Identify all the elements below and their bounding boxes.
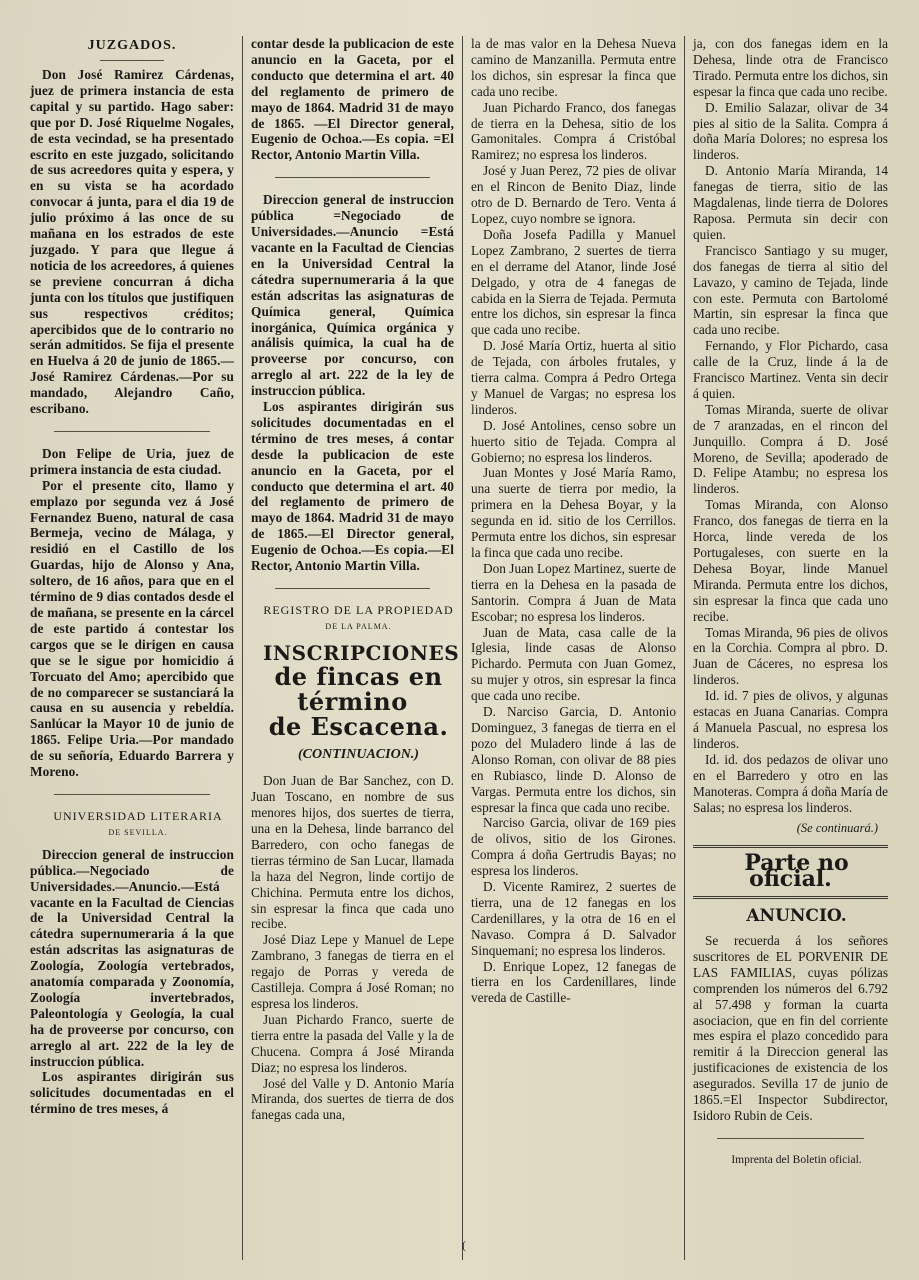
page-mark: ( xyxy=(462,1238,466,1252)
registry-entry: Juan Montes y José María Ramo, una suerte de tierra por medio, la primera en la Dehesa Boyar, y la segunda en id. sitio de los Cerrillos. Permuta entre los dichos, sin espresar la finca que cada uno recibe. xyxy=(471,465,676,560)
registro-subheading: DE LA PALMA. xyxy=(325,621,392,631)
divider xyxy=(100,60,164,61)
universidad-heading: UNIVERSIDAD LITERARIA xyxy=(53,808,223,823)
registry-entry: Narciso Garcia, olivar de 169 pies de olivos, sitio de los Girones. Compra á doña Gertrudis Bayas; no espresa los linderos. xyxy=(471,815,676,879)
juzgado-notice-2-body: Por el presente cito, llamo y emplazo por segunda vez á José Fernandez Bueno, natural de casa Bermeja, vecino de Málaga, y residió en el Castillo de los Guardas, hijo de Alonso y Ana, soltero, de 16 años, para que en el término de 9 dias contados desde el de mañana, se presente en la cárcel de este partido á contestar los cargos que se le dirigen en causa que se le sigue por homicidio á Torcuato del Amo; apercibido que de no comparecer se sustanciará la causa en su ausencia y rebeldía. Sanlúcar la Mayor 10 de junio de 1865. Felipe Uria.—Por mandado de su señoría, Eduardo Barrera y Moreno. xyxy=(30,477,234,780)
fincas-title: de fincas en término xyxy=(274,661,443,716)
registry-entry: Id. id. dos pedazos de olivar uno en el Barredero y otro en las Manoteras. Compra á doña María de Salas; no espresa los linderos. xyxy=(693,751,888,815)
registry-entry: Fernando, y Flor Pichardo, casa calle de la Cruz, linde á la de Francisco Martinez. Venta sin decir á quien. xyxy=(693,338,888,401)
registry-entry: ja, con dos fanegas idem en la Dehesa, linde otra de Francisco Tirado. Permuta entre los dichos, sin espesar la finca que cada uno recibe. xyxy=(693,36,888,99)
registry-entry: Francisco Santiago y su muger, dos fanegas de tierra al sitio del Lavazo, y camino de Tejada, linde con este. Permuta con Bartolomé Martin, sin espresar la finca que cada uno recibe. xyxy=(693,242,888,338)
registry-entry: Juan Pichardo Franco, dos fanegas de tierra en la Dehesa, sitio de los Gamonitales. Compra á Cristóbal Ramirez; no espresa los linderos. xyxy=(471,99,676,163)
column-2 xyxy=(242,36,462,1260)
universidad-notice: Direccion general de instruccion pública.—Negociado de Universidades.—Anuncio.—Está vacante en la Facultad de Ciencias de la Universidad Central la cátedra supernumeraria á la que están adscritas las asignaturas de Zoología, Zoología vertebrados, anatomía comparada y Zoonomía, Zoología invertebrados, Paleontología y Geología, la cual ha de proveerse por concurso, con arreglo al art. 222 de la ley de instruccion pública. xyxy=(30,846,234,1069)
direccion-notice: Direccion general de instruccion pública =Negociado de Universidades.—Anuncio =Está vacante en la Facultad de Ciencias en la Universidad Central la cátedra supernumeraria á la que están adscritas las asignaturas de Química general, Química inorgánica, Química orgánica y análisis química, la cual ha de proveerse por concurso, con arreglo al art. 222 de la ley de instruccion pública. xyxy=(251,192,454,399)
universidad-subheading: DE SEVILLA. xyxy=(108,827,168,837)
escacena-title: de Escacena. xyxy=(268,712,449,742)
parte-no-oficial-heading: Parte no oficial. xyxy=(744,850,849,893)
anuncio-text: Se recuerda á los señores suscritores de EL PORVENIR DE LAS FAMILIAS, cuyas pólizas comprenden los números del 6.792 al 57.498 y forman la cuarta asociacion, que en fin del corriente mes espira el plazo concedido para remitir á la Direccion general las justificaciones de existencia de los asegurados. Sevilla 17 de junio de 1865.=El Inspector Subdirector, Isidoro Rubin de Ceis. xyxy=(693,933,888,1123)
anuncio-heading: ANUNCIO. xyxy=(746,906,847,927)
double-rule xyxy=(693,845,888,848)
column-4 xyxy=(684,36,896,1260)
registry-entry: D. Enrique Lopez, 12 fanegas de tierra en los Cardenillares, linde vereda de Castille- xyxy=(471,958,676,1006)
registry-entry: Juan Pichardo Franco, suerte de tierra entre la pasada del Valle y la de Chucena. Compra á José Miranda Diaz; no espresa los linderos. xyxy=(251,1011,454,1075)
registry-entry: Tomas Miranda, con Alonso Franco, dos fanegas de tierra en la Horca, linde vereda de los Portugaleses, con suerte en la Dehesa Boyar, linde Manuel Miranda. Permuta entre los dichos, sin espresar la finca que cada uno recibe. xyxy=(693,497,888,624)
column-1 xyxy=(30,36,242,1260)
divider xyxy=(275,177,430,178)
universidad-notice-end: contar desde la publicacion de este anuncio en la Gaceta, por el conducto que determina el art. 40 del reglamento de primero de mayo de 1864. Madrid 31 de mayo de 1865. —El Director general, Eugenio de Ochoa.—Es copia. =El Rector, Antonio Martin Villa. xyxy=(251,36,454,163)
juzgado-notice-1: Don José Ramirez Cárdenas, juez de primera instancia de esta capital y su partido. Hago saber: que por D. José Riquelme Nogales, de esta vecindad, se ha presentado escrito en este juzgado, solicitando de sus acreedores quita y espera, y en su vista se ha acordado convocar á junta, para el dia 19 de julio próximo á las once de su mañana en los estrados de este juzgado. Y para que llegue á noticia de los acreedores, á quienes se previene concurran á dicha junta con los títulos que justifiquen sus respectivos créditos; apercibidos que de lo contrario no serán admitidos. Se fija el presente en Huelva á 20 de junio de 1865.—José Ramirez Cárdenas.—Por su mandado, Alejandro Caño, escribano. xyxy=(30,67,234,417)
registry-entry: Don Juan Lopez Martinez, suerte de tierra en la Dehesa en la pasada de Santorin. Compra á Juan de Mata Escobar; no espresa los linderos. xyxy=(471,560,676,624)
se-continuara-label: (Se continuará.) xyxy=(796,821,878,836)
registry-entry: Doña Josefa Padilla y Manuel Lopez Zambrano, 2 suertes de tierra en el derrame del Atanor, linde José Delgado, y otra de 4 fanegas de cabida en la Sierra de Tejada. Permuta entre los dichos, sin espresar la finca que cada uno recibe. xyxy=(471,226,676,338)
registry-entry: D. Antonio María Miranda, 14 fanegas de tierra, sitio de las Magdalenas, linde tierra de Dolores Raposa. Permuta sin decir con quien. xyxy=(693,163,888,242)
double-rule xyxy=(693,896,888,899)
universidad-notice-cont: Los aspirantes dirigirán sus solicitudes documentadas en el término de tres meses, á xyxy=(30,1069,234,1117)
divider xyxy=(54,794,210,795)
registry-entry: D. José Antolines, censo sobre un huerto sitio de Tejada. Compra al Gobierno; no espresa los linderos. xyxy=(471,417,676,465)
registry-entry: Juan de Mata, casa calle de la Iglesia, linde casas de Alonso Pichardo. Permuta con Juan Gomez, su mujer y otros, sin espresar la finca que cada uno recibe. xyxy=(471,624,676,704)
divider xyxy=(717,1138,864,1139)
registry-entry: D. Vicente Ramirez, 2 suertes de tierra, una de 12 fanegas en los Cardenillares, y la otra de 16 en el Navaso. Compra á D. Salvador Sinquemani; no espresa los linderos. xyxy=(471,879,676,958)
continuacion-label: (CONTINUACION.) xyxy=(298,747,419,763)
registry-entry: José del Valle y D. Antonio María Miranda, dos suertes de tierra de dos fanegas cada una, xyxy=(251,1075,454,1123)
divider xyxy=(54,431,210,432)
registry-entry: Tomas Miranda, suerte de olivar de 7 aranzadas, en el rincon del Junquillo. Compra á D. José Moreno, de Sevilla; apoderado de D. Felipe Atambu; no espresa los linderos. xyxy=(693,401,888,497)
registry-entry: Id. id. 7 pies de olivos, y algunas estacas en Juana Canarias. Compra á Manuela Pascual, no espresa los linderos. xyxy=(693,688,888,751)
registry-entry: la de mas valor en la Dehesa Nueva camino de Manzanilla. Permuta entre los dichos, sin espresar la finca que cada uno recibe. xyxy=(471,36,676,99)
column-3 xyxy=(462,36,684,1260)
registro-heading: REGISTRO DE LA PROPIEDAD xyxy=(263,603,454,617)
registry-entry: D. Narciso Garcia, D. Antonio Dominguez, 3 fanegas de tierra en el pozo del Muladero linde á las de Alonso Roman, con olivar de 88 pies en Rubiasco, linde D. Alonso de Vargas. Permuta entre los dichos, sin espresar la finca que cada uno recibe. xyxy=(471,704,676,815)
registry-entry: José Diaz Lepe y Manuel de Lepe Zambrano, 3 fanegas de tierra en el regajo de Porras y vereda de Castilleja. Compra á José Roman; no espresa los linderos. xyxy=(251,932,454,1011)
registry-entry: Don Juan de Bar Sanchez, con D. Juan Toscano, en nombre de sus menores hijos, dos suertes de tierra, una en la Dehesa, linde barranco del Barredero, con ocho fanegas de tierras término de San Lucar, llamada la haza del Negron, linde cortijo de Chichina. Permuta entre los dichos, sin espresar la finca que cada uno recibe. xyxy=(251,773,454,932)
juzgados-heading: JUZGADOS. xyxy=(87,38,177,53)
inscripciones-title: INSCRIPCIONES xyxy=(263,640,460,665)
registry-entry: D. José María Ortiz, huerta al sitio de Tejada, con árboles frutales, y tierra calma. Compra á Pedro Ortega y Manuel de Vargas; no espresa los linderos. xyxy=(471,338,676,417)
registry-entry: José y Juan Perez, 72 pies de olivar en el Rincon de Benito Diaz, linde otro de D. Bernardo de Tero. Venta á Lopez, cuyo nombre se ignora. xyxy=(471,163,676,226)
juzgado-notice-2-heading: Don Felipe de Uria, juez de primera instancia de esta ciudad. xyxy=(30,445,234,477)
registry-entry: Tomas Miranda, 96 pies de olivos en la Corchia. Compra al pbro. D. Juan de Cáceres, no espresa los linderos. xyxy=(693,624,888,688)
divider xyxy=(275,588,430,589)
imprenta-footer: Imprenta del Boletin oficial. xyxy=(731,1153,862,1166)
direccion-notice-cont: Los aspirantes dirigirán sus solicitudes documentadas en el término de tres meses, á contar desde la publicacion de este anuncio en la Gaceta, por el conducto que determina el art. 40 del reglamento de primero de mayo de 1864. Madrid 31 de mayo de 1865.—El Director general, Eugenio de Ochoa.—Es copia.—El Rector, Antonio Martin Villa. xyxy=(251,399,454,574)
registry-entry: D. Emilio Salazar, olivar de 34 pies al sitio de la Salita. Compra á doña María Dolores; no espresa los linderos. xyxy=(693,99,888,163)
